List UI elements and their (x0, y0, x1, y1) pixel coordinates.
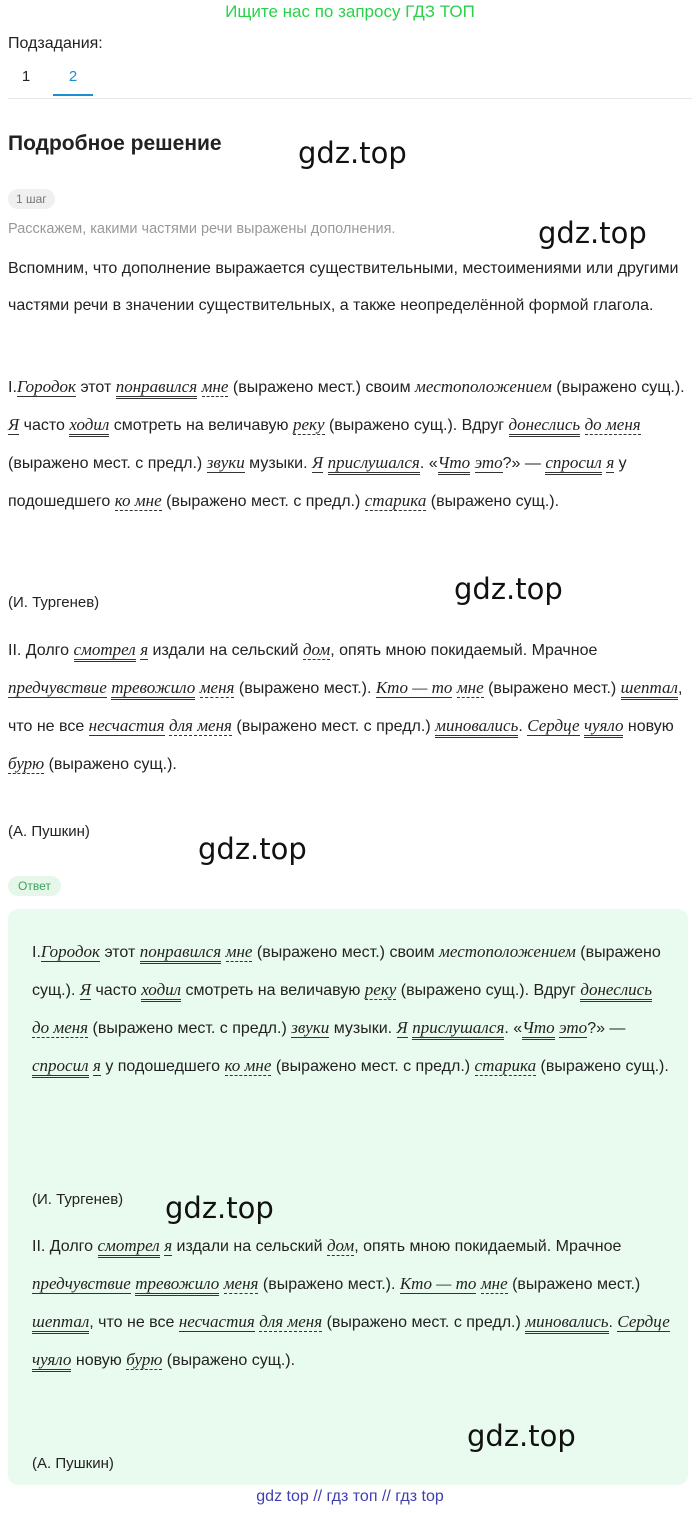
object-word: мне (201, 377, 229, 396)
subject-word: Я (312, 453, 324, 472)
object-word: меня (223, 1274, 259, 1293)
subtasks-label: Подзадания: (8, 35, 103, 52)
predicate-word: Что (438, 453, 471, 475)
subject-word: Городок (40, 942, 101, 961)
subject-word: я (606, 453, 615, 472)
answer-box (8, 909, 688, 1485)
object-word: дом (302, 640, 331, 659)
predicate-word: чуяло (32, 1350, 71, 1372)
subject-word: предчувствие (8, 678, 107, 697)
object-word: бурю (8, 754, 45, 773)
subject-word: звуки (206, 453, 245, 472)
predicate-word: чуяло (584, 716, 623, 738)
adjunct-word: местоположением (415, 377, 552, 396)
source-turgenev: (И. Тургенев) (8, 594, 100, 611)
subject-word: предчувствие (32, 1274, 131, 1293)
watermark: gdz.top (198, 832, 307, 866)
object-word: старика (364, 491, 427, 510)
predicate-word: шептал (621, 678, 678, 700)
predicate-word: Что (522, 1018, 555, 1040)
subject-word: Кто — то (375, 678, 453, 697)
predicate-word: ходил (141, 980, 181, 1002)
subject-word: Я (79, 980, 92, 999)
active-tab-indicator (53, 94, 93, 96)
subject-word: я (164, 1236, 173, 1255)
object-word: ко мне (114, 491, 162, 510)
footer-links[interactable]: gdz top // гдз топ // гдз top (256, 1488, 444, 1505)
predicate-word: миновались (525, 1312, 608, 1334)
answer-badge: Ответ (8, 876, 61, 896)
tab-subtask-1[interactable]: 1 (21, 68, 31, 85)
predicate-word: спросил (545, 453, 602, 475)
predicate-word: прислушался (328, 453, 420, 475)
object-word: ко мне (224, 1056, 272, 1075)
adjunct-word: местоположением (439, 942, 576, 961)
predicate-word: тревожило (111, 678, 195, 700)
intro-paragraph (8, 250, 692, 324)
object-word: дом (326, 1236, 355, 1255)
answer-source-pushkin: (А. Пушкин) (32, 1455, 114, 1472)
search-banner: Ищите нас по запросу ГДЗ ТОП (225, 2, 475, 21)
predicate-word: донеслись (580, 980, 652, 1002)
object-word: мне (225, 942, 253, 961)
object-word: мне (480, 1274, 508, 1293)
object-word: реку (364, 980, 397, 999)
predicate-word: прислушался (412, 1018, 504, 1040)
subject-word: это (559, 1018, 588, 1037)
subject-word: Кто — то (399, 1274, 477, 1293)
object-word: реку (292, 415, 325, 434)
predicate-word: ходил (69, 415, 109, 437)
step-badge: 1 шаг (8, 189, 55, 209)
predicate-word: шептал (32, 1312, 89, 1334)
answer-pushkin-text: II. Долго смотрел я издали на сельский дом, опять мною покидаемый. Мрачное предчувствие тревожило меня (выражено мест.). Кто — то мне (выражено мест.) шептал, что не все несчастия для меня (выражено мест. с предл.) миновались. Сердце чуяло новую бурю (выражено сущ.). (32, 1227, 672, 1379)
object-word: для меня (169, 716, 232, 735)
turgenev-text: I.Городок этот понравился мне (выражено мест.) своим местоположением (выражено сущ.). Я часто ходил смотреть на величавую реку (выражено сущ.). Вдруг донеслись до меня (выражено мест. с предл.) звуки музыки. Я прислушался. «Что это?» — спросил я у подошедшего ко мне (выражено мест. с предл.) старика (выражено сущ.). (8, 377, 685, 510)
subject-word: несчастия (88, 716, 165, 735)
predicate-word: понравился (116, 377, 197, 399)
answer-source-turgenev: (И. Тургенев) (32, 1191, 124, 1208)
tab-subtask-2[interactable]: 2 (68, 68, 78, 85)
subject-word: звуки (291, 1018, 330, 1037)
predicate-word: понравился (140, 942, 221, 964)
pushkin-text: II. Долго смотрел я издали на сельский дом, опять мною покидаемый. Мрачное предчувствие тревожило меня (выражено мест.). Кто — то мне (выражено мест.) шептал, что не все несчастия для меня (выражено мест. с предл.) миновались. Сердце чуяло новую бурю (выражено сущ.). (8, 640, 683, 773)
subject-word: я (92, 1056, 101, 1075)
object-word: до меня (584, 415, 641, 434)
answer-pushkin-paragraph (32, 1227, 672, 1379)
subject-word: я (140, 640, 149, 659)
predicate-word: донеслись (509, 415, 581, 437)
watermark: gdz.top (454, 572, 563, 606)
watermark: gdz.top (298, 136, 407, 170)
subtask-tabs (8, 62, 692, 99)
pushkin-paragraph (8, 631, 692, 783)
predicate-word: спросил (32, 1056, 89, 1078)
watermark: gdz.top (467, 1419, 576, 1453)
turgenev-paragraph (8, 368, 692, 520)
answer-turgenev-paragraph (32, 933, 672, 1085)
predicate-word: тревожило (135, 1274, 219, 1296)
subject-word: Сердце (617, 1312, 670, 1331)
predicate-word: миновались (435, 716, 518, 738)
predicate-word: смотрел (98, 1236, 160, 1258)
object-word: до меня (32, 1018, 89, 1037)
watermark: gdz.top (165, 1191, 274, 1225)
source-pushkin: (А. Пушкин) (8, 823, 90, 840)
subject-word: Городок (16, 377, 77, 396)
watermark: gdz.top (538, 216, 647, 250)
step-hint: Расскажем, какими частями речи выражены дополнения. (8, 221, 396, 237)
answer-turgenev-text: I.Городок этот понравился мне (выражено мест.) своим местоположением (выражено сущ.). Я часто ходил смотреть на величавую реку (выражено сущ.). Вдруг донеслись до меня (выражено мест. с предл.) звуки музыки. Я прислушался. «Что это?» — спросил я у подошедшего ко мне (выражено мест. с предл.) старика (выражено сущ.). (32, 933, 672, 1085)
object-word: для меня (259, 1312, 323, 1331)
subject-word: Сердце (527, 716, 580, 735)
object-word: мне (456, 678, 484, 697)
subject-word: несчастия (178, 1312, 255, 1331)
intro-text: Вспомним, что дополнение выражается существительными, местоимениями или другими частями речи в значении существительных, а также неопределённой формой глагола. (8, 260, 679, 314)
predicate-word: смотрел (74, 640, 136, 662)
object-word: бурю (126, 1350, 163, 1369)
object-word: меня (199, 678, 235, 697)
solution-title: Подробное решение (8, 132, 222, 155)
subject-word: Я (396, 1018, 408, 1037)
subject-word: Я (8, 415, 20, 434)
subject-word: это (474, 453, 503, 472)
object-word: старика (474, 1056, 537, 1075)
